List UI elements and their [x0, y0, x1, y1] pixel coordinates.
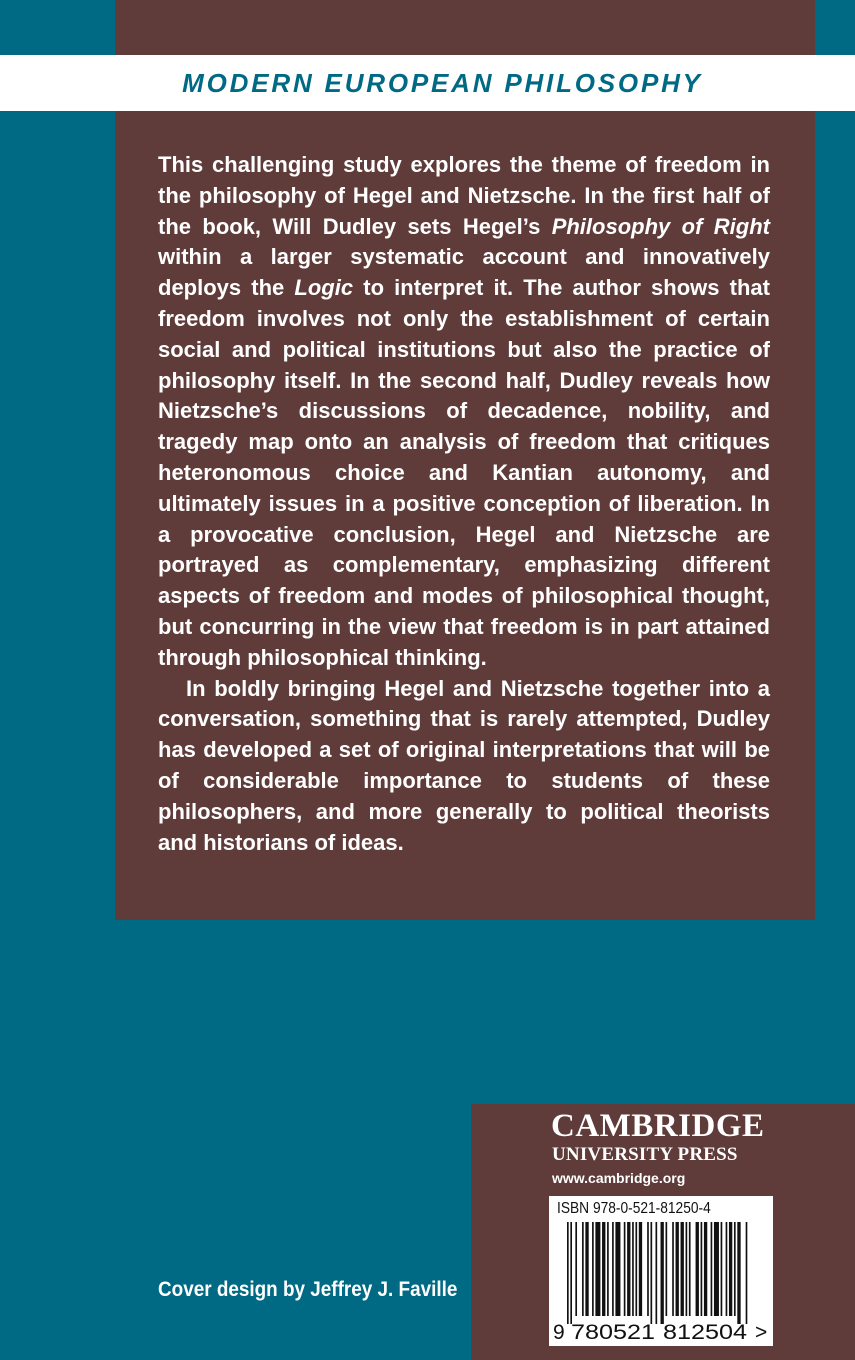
barcode-box: [549, 1196, 773, 1346]
barcode-bar: [612, 1222, 614, 1316]
isbn-label: ISBN 978-0-521-81250-4: [557, 1200, 711, 1217]
barcode-digits-group-1: 780521: [571, 1321, 655, 1344]
barcode-bar: [635, 1222, 637, 1316]
barcode-bar: [627, 1222, 630, 1316]
barcode-bar: [734, 1222, 736, 1316]
barcode-bar: [661, 1222, 664, 1324]
cover-design-credit: Cover design by Jeffrey J. Faville: [158, 1278, 458, 1301]
publisher-url: www.cambridge.org: [552, 1170, 686, 1186]
barcode-bar: [676, 1222, 679, 1316]
barcode-bar: [726, 1222, 728, 1316]
publisher-subname: UNIVERSITY PRESS: [552, 1144, 738, 1165]
barcode-bar: [570, 1222, 572, 1324]
barcode-bar: [689, 1222, 691, 1316]
paragraph-text-run: to interpret it. The author shows that freedom involves not only the establishment of certain social and political institutions but also the practice of philosophy itself. In the second half, Dudley reveals how Nietzsche’s discussions of decadence, nobility, and tragedy map onto an analysis of freedom that critiques heteronomous choice and Kantian autonomy, and ultimately issues in a positive conception of liberation. In a provocative conclusion, Hegel and Nietzsche are portrayed as complementary, emphasizing different aspects of freedom and modes of philosophical thought, but concurring in the view that freedom is in part attained through philosophical thinking.: [158, 275, 770, 670]
series-band: [0, 55, 855, 111]
barcode-bar: [602, 1222, 605, 1316]
barcode-digit-lead: 9: [553, 1321, 565, 1344]
barcode-bar: [686, 1222, 688, 1316]
barcode-bar: [737, 1222, 740, 1324]
publisher-name: CAMBRIDGE: [551, 1108, 765, 1144]
barcode-bar: [647, 1222, 649, 1316]
barcode-bar: [632, 1222, 634, 1316]
barcode-digits-group-2: 812504: [663, 1321, 748, 1344]
book-description: [158, 150, 770, 858]
barcode-bar: [624, 1222, 626, 1316]
barcode-bar: [681, 1222, 684, 1316]
publisher-panel: [471, 1104, 855, 1360]
barcode-bar: [607, 1222, 609, 1316]
barcode-bar: [656, 1222, 658, 1324]
barcode-bar: [595, 1222, 600, 1316]
barcode-bar: [582, 1222, 584, 1316]
barcode-bars: [567, 1222, 747, 1324]
barcode-bar: [650, 1222, 652, 1324]
barcode-bar: [704, 1222, 707, 1316]
description-paragraph-2: In boldly bringing Hegel and Nietzsche together into a conversation, something that is rarely attempted, Dudley has developed a set of original interpretations that will be of considerable importance to students of these philosophers, and more generally to political theorists and historians of ideas.: [158, 675, 770, 855]
barcode-bar: [615, 1222, 620, 1316]
barcode-bar: [721, 1222, 723, 1316]
barcode-bar: [746, 1222, 748, 1324]
paragraph-text-run: within a larger systematic account and innovatively deploys the: [158, 244, 770, 301]
barcode-end-mark: >: [755, 1321, 768, 1344]
series-title: MODERN EUROPEAN PHILOSOPHY: [182, 67, 703, 98]
barcode: [549, 1196, 773, 1346]
italic-book-title: Logic: [294, 275, 354, 301]
barcode-bar: [567, 1222, 569, 1324]
barcode-bar: [666, 1222, 668, 1316]
barcode-bar: [672, 1222, 674, 1316]
barcode-bar: [575, 1222, 577, 1316]
barcode-bar: [711, 1222, 713, 1316]
barcode-bar: [729, 1222, 732, 1316]
paragraph-text-run: This challenging study explores the theme of freedom in the philosophy of Hegel and Nietzsche. In the first half of the book, Will Dudley sets Hegel’s: [158, 152, 770, 239]
barcode-bar: [696, 1222, 699, 1316]
italic-book-title: Philosophy of Right: [551, 213, 770, 239]
barcode-bar: [701, 1222, 703, 1316]
barcode-bar: [585, 1222, 588, 1316]
barcode-bar: [714, 1222, 719, 1316]
barcode-bar: [639, 1222, 642, 1316]
barcode-bar: [592, 1222, 594, 1316]
description-paragraph-1: [158, 150, 770, 674]
